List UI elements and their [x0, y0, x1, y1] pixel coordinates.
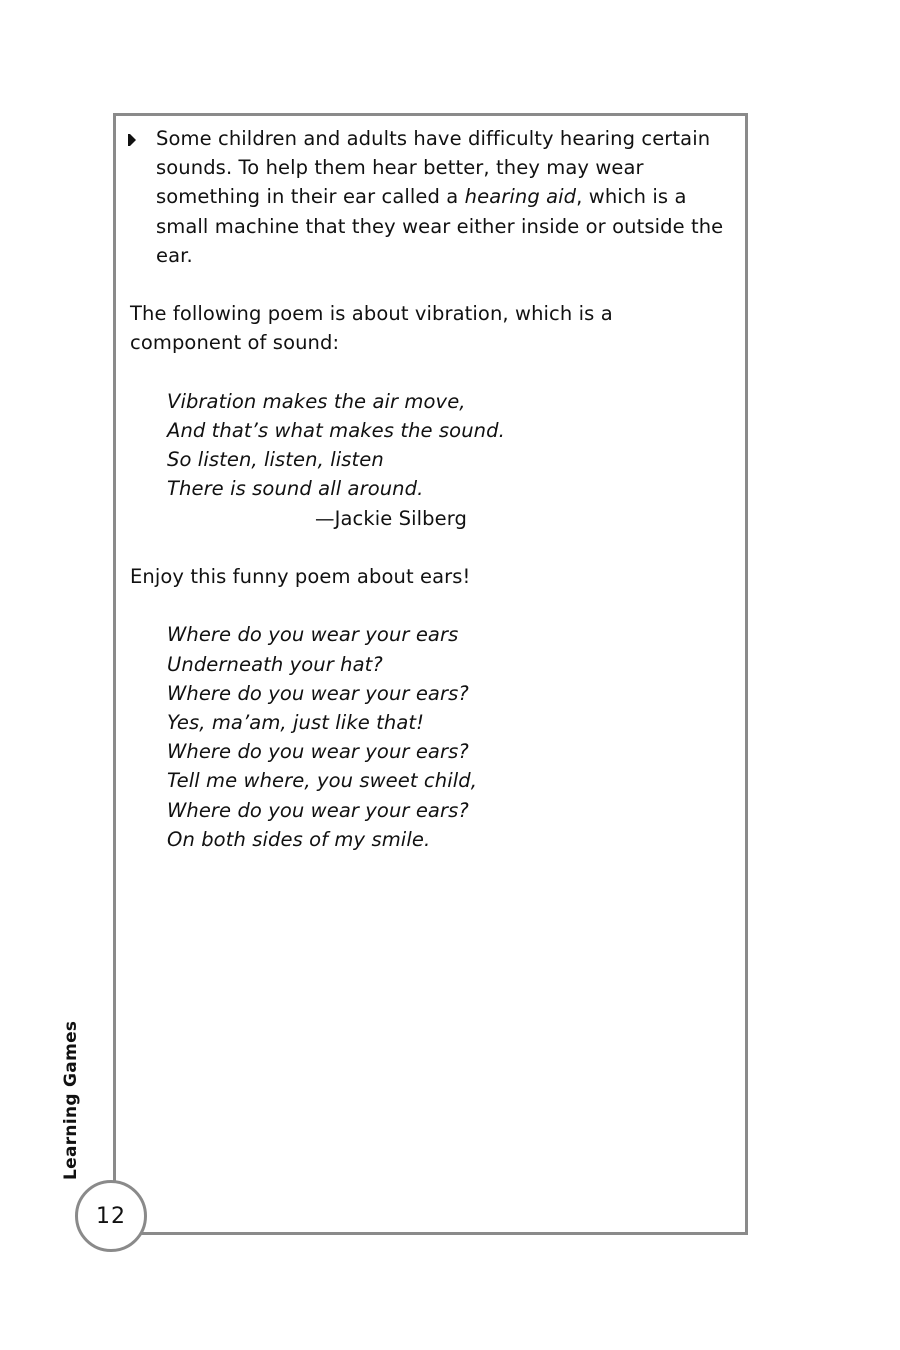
section-label: Learning Games: [61, 1020, 81, 1180]
poem-line: There is sound all around.: [167, 477, 424, 501]
vibration-intro: The following poem is about vibration, which is a component of sound:: [130, 302, 613, 355]
poem-line: On both sides of my smile.: [167, 827, 431, 851]
bullet-text-end: , which is a small machine that they wear either inside or outside the ear.: [156, 185, 724, 267]
poem-attribution: —Jackie Silberg: [315, 506, 467, 530]
poem-line: So listen, listen, listen: [167, 448, 384, 472]
ears-poem: [130, 620, 730, 854]
bullet-arrow-icon: [130, 134, 136, 146]
bullet-text-start: Some children and adults have difficulty hearing certain sounds. To help them hear better, they may wear something in their ear called a: [156, 127, 711, 209]
poem-line: Tell me where, you sweet child,: [167, 769, 478, 793]
ears-intro: Enjoy this funny poem about ears!: [130, 565, 471, 588]
bullet-paragraph: [130, 124, 730, 270]
poem-line: And that’s what makes the sound.: [167, 419, 505, 442]
poem-line: Yes, ma’am, just like that!: [167, 711, 425, 734]
poem-line: Where do you wear your ears?: [167, 798, 469, 822]
page-number: 12: [96, 1203, 126, 1229]
poem-line: Underneath your hat?: [167, 652, 383, 676]
poem-line: Vibration makes the air move,: [167, 389, 466, 413]
page-number-badge: [75, 1180, 147, 1252]
page-content: [130, 124, 730, 854]
vibration-poem: [130, 387, 730, 533]
poem-line: Where do you wear your ears?: [167, 740, 469, 764]
poem-line: Where do you wear your ears?: [167, 681, 469, 705]
poem-line: Where do you wear your ears: [167, 623, 459, 647]
hearing-aid-term: hearing aid: [464, 185, 577, 209]
